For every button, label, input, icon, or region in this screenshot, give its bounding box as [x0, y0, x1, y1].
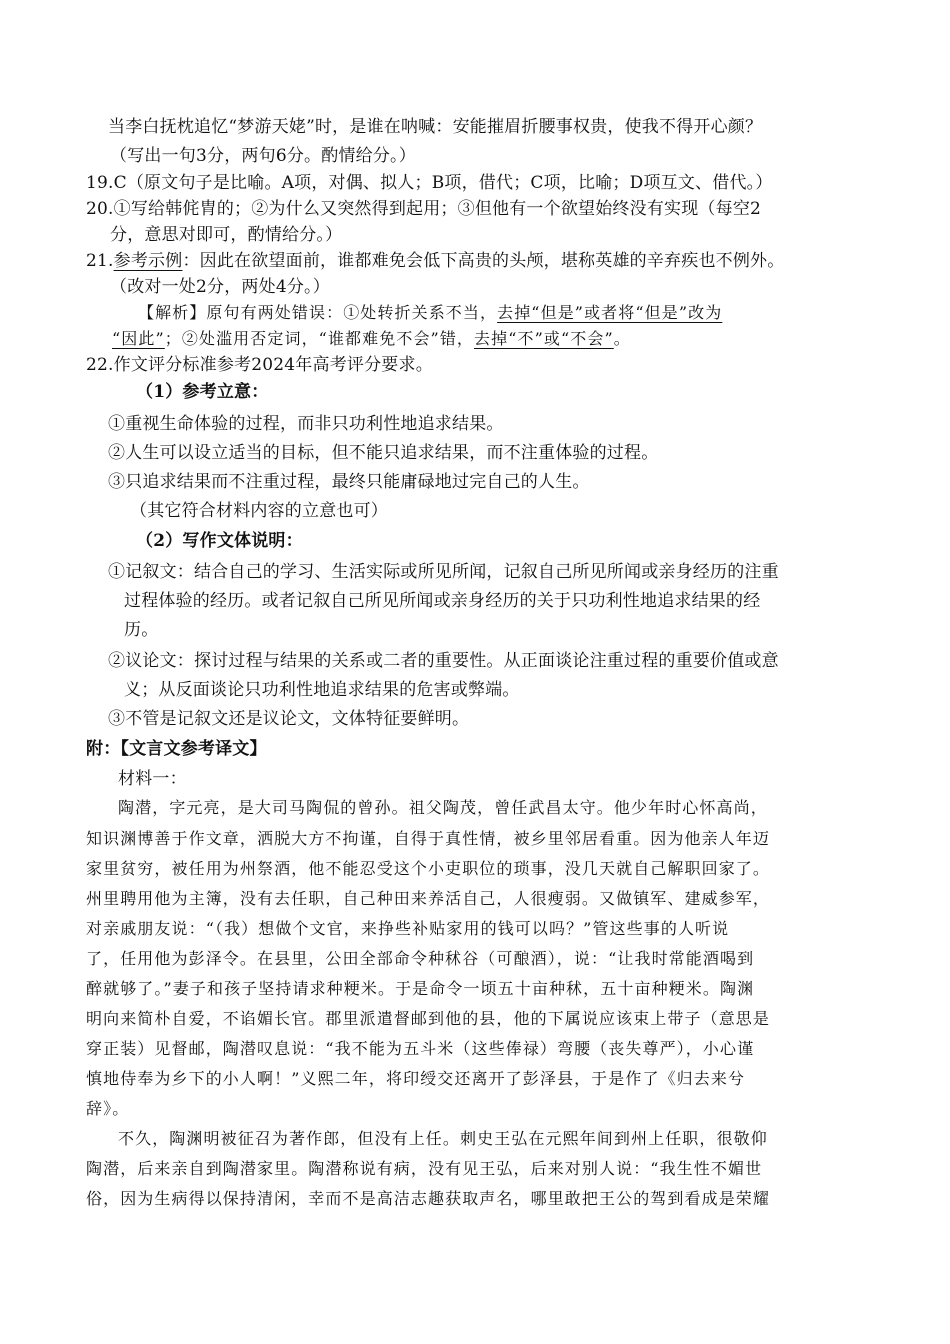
style-item-narrative-cont-2: 历。 [124, 620, 159, 640]
answer-20-continued: 分，意思对即可，酌情给分。） [110, 225, 343, 245]
translation-line: 穿正装）见督邮，陶潜叹息说：“我不能为五斗米（这些俸禄）弯腰（丧失尊严），小心谨 [86, 1039, 755, 1058]
analysis-end: 。 [613, 329, 631, 348]
intent-item-2: ②人生可以设立适当的目标，但不能只追求结果，而不注重体验的过程。 [108, 443, 659, 463]
analysis-underlined-1: “因此” [112, 329, 165, 348]
answer-line: 当李白抚枕追忆“梦游天姥”时，是谁在呐喊：安能摧眉折腰事权贵，使我不得开心颜？ [108, 117, 763, 137]
translation-line: 对亲戚朋友说：“（我）想做个文官，来挣些补贴家用的钱可以吗？”管这些事的人听说 [86, 919, 730, 938]
translation-line: 俗，因为生病得以保持清闲，幸而不是高洁志趣获取声名，哪里敢把王公的驾到看成是荣耀 [86, 1189, 771, 1208]
analysis-prefix: 【解析】原句有两处错误：①处转折关系不当， [138, 303, 498, 322]
answer-20: 20.①写给韩侂胄的；②为什么又突然得到起用；③但他有一个欲望始终没有实现（每空2 [86, 199, 762, 219]
translation-line: 辞》。 [86, 1099, 130, 1118]
style-item-general: ③不管是记叙文还是议论文，文体特征要鲜明。 [108, 709, 470, 729]
analysis-line-2 [112, 328, 631, 350]
style-item-argument: ②议论文：探讨过程与结果的关系或二者的重要性。从正面谈论注重过程的重要价值或意 [108, 651, 779, 671]
translation-line: 不久，陶渊明被征召为著作郎，但没有上任。刺史王弘在元熙年间到州上任职，很敬仰 [118, 1129, 768, 1148]
reference-example-label: 参考示例 [113, 251, 183, 271]
material-label: 材料一： [118, 769, 187, 789]
translation-line: 家里贫穷，被任用为州祭酒，他不能忍受这个小吏职位的琐事，没几天就自己解职回家了。 [86, 859, 771, 878]
translation-line: 州里聘用他为主簿，没有去任职，自己种田来养活自己，人很瘦弱。又做镇军、建威参军， [86, 889, 771, 908]
section-heading-intent: （1）参考立意： [136, 382, 269, 402]
answer-21-scoring: （改对一处2分，两处4分。） [110, 277, 330, 297]
style-item-narrative-cont: 过程体验的经历。或者记叙自己所见所闻或亲身经历的关于只功利性地追求结果的经 [124, 591, 761, 611]
analysis-middle: ；②处滥用否定词，“谁都难免不会”错， [164, 329, 475, 348]
translation-line: 陶潜，字元亮，是大司马陶侃的曾孙。祖父陶茂，曾任武昌太守。他少年时心怀高尚， [118, 798, 768, 817]
intent-note: （其它符合材料内容的立意也可） [130, 501, 388, 521]
translation-line: 慎地侍奉为乡下的小人啊！”义熙二年，将印绶交还离开了彭泽县，于是作了《归去来兮 [86, 1069, 746, 1088]
answer-21-text: ：因此在欲望面前，谁都难免会低下高贵的头颅，堪称英雄的辛弃疾也不例外。 [182, 251, 785, 271]
answer-22: 22.作文评分标准参考2024年高考评分要求。 [86, 355, 433, 375]
analysis-line [138, 302, 722, 324]
style-item-argument-cont: 义；从反面谈论只功利性地追求结果的危害或弊端。 [124, 680, 520, 700]
translation-line: 明向来简朴自爱，不谄媚长官。郡里派遣督邮到他的县，他的下属说应该束上带子（意思是 [86, 1009, 771, 1028]
answer-19: 19.C（原文句子是比喻。A项，对偶、拟人；B项，借代；C项，比喻；D项互文、借代。） [86, 173, 773, 193]
section-heading-style: （2）写作文体说明： [136, 531, 303, 551]
answer-21 [86, 250, 784, 272]
translation-line: 醉就够了。”妻子和孩子坚持请求种粳米。于是命令一顷五十亩种秫，五十亩种粳米。陶渊 [86, 979, 755, 998]
question-number: 21. [86, 251, 114, 271]
intent-item-3: ③只追求结果而不注重过程，最终只能庸碌地过完自己的人生。 [108, 472, 590, 492]
translation-line: 知识渊博善于作文章，洒脱大方不拘谨，自得于真性情，被乡里邻居看重。因为他亲人年迈 [86, 829, 771, 848]
analysis-underlined: 去掉“但是”或者将“但是”改为 [497, 303, 723, 322]
style-item-narrative: ①记叙文：结合自己的学习、生活实际或所见所闻，记叙自己所见所闻或亲身经历的注重 [108, 562, 779, 582]
translation-line: 陶潜，后来亲自到陶潜家里。陶潜称说有病，没有见王弘，后来对别人说：“我生性不媚世 [86, 1159, 763, 1178]
appendix-heading: 附：【文言文参考译文】 [86, 739, 267, 759]
analysis-underlined-2: 去掉“不”或“不会” [474, 329, 614, 348]
answer-scoring-note: （写出一句3分，两句6分。酌情给分。） [110, 146, 416, 166]
intent-item-1: ①重视生命体验的过程，而非只功利性地追求结果。 [108, 414, 504, 434]
translation-line: 了，任用他为彭泽令。在县里，公田全部命令种秫谷（可酿酒），说：“让我时常能酒喝到 [86, 949, 755, 968]
